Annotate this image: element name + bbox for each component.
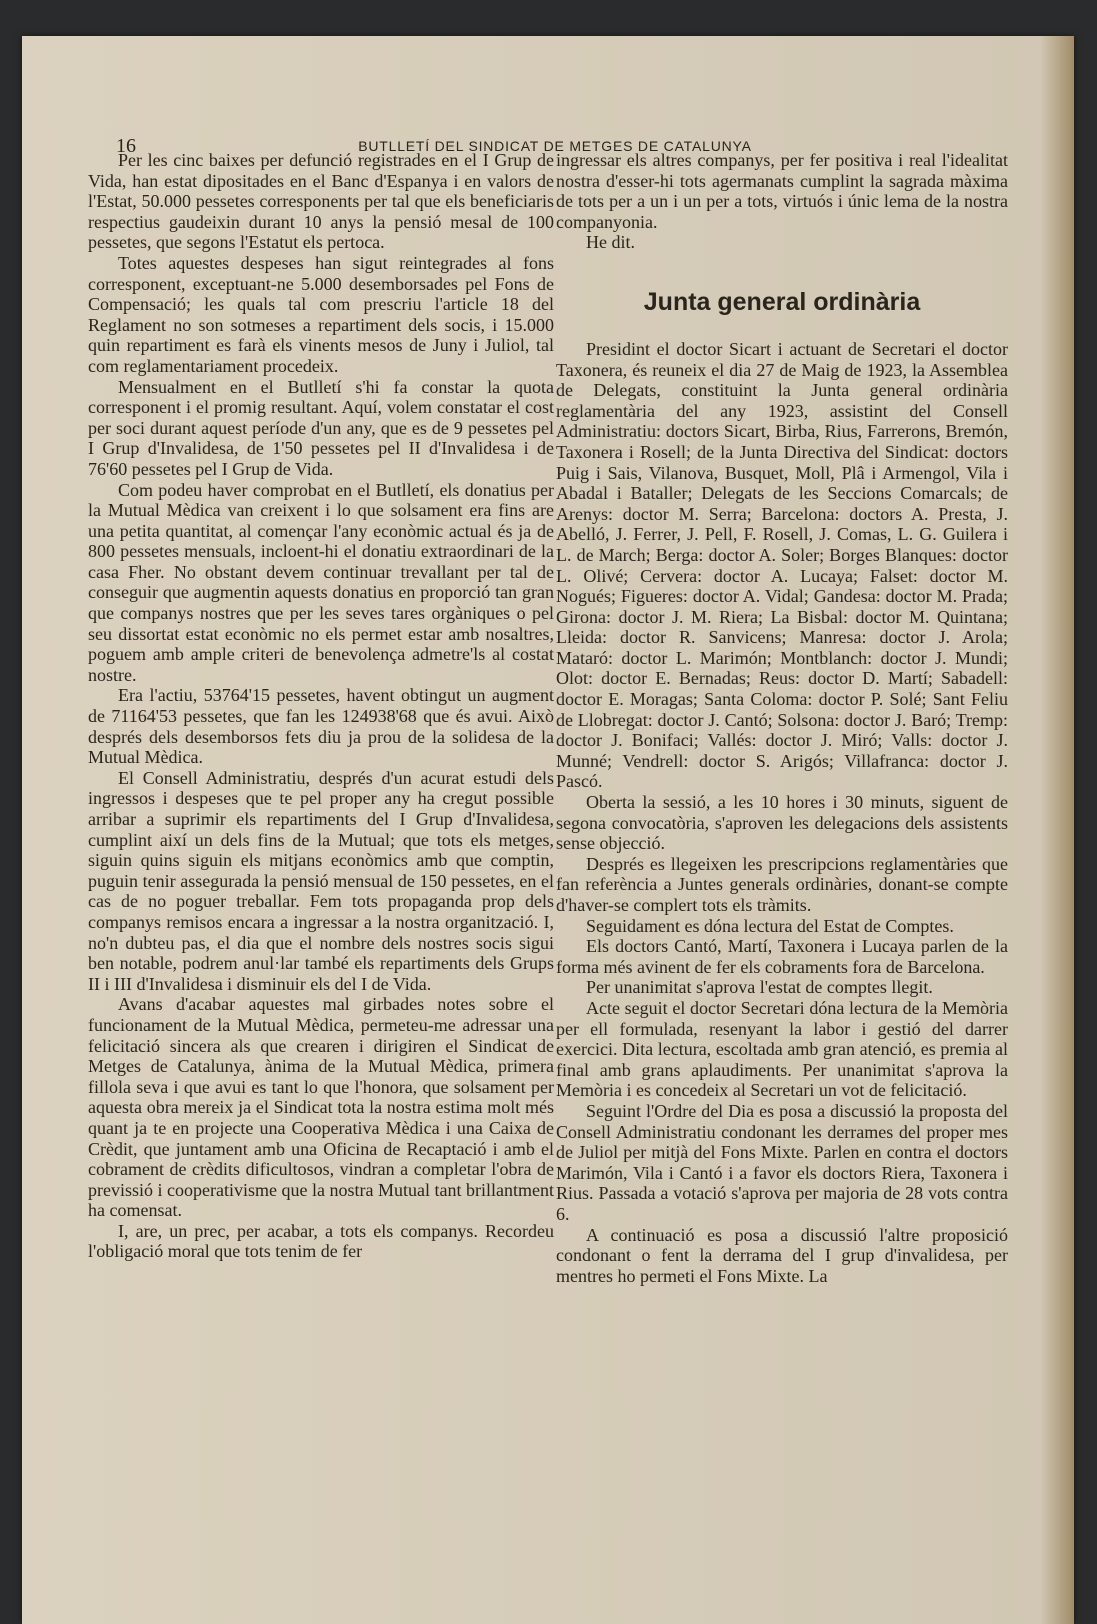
paragraph: El Consell Administratiu, després d'un acurat estudi dels ingressos i despeses que te pel proper any ha cregut possible arribar a suprimir els repartiments del I Grup d'Invalidesa, cumplint així un dels fins de la Mutual; que tots els metges, siguin quins siguin els mitjans econòmics amb que comptin, puguin tenir assegurada la pensió mensual de 150 pessetes, en el cas de no poguer treballar. Fem tots propaganda prop dels companys remisos encara a ingressar a la nostra organització. I, no'n dubteu pas, el dia que el nombre dels nostres socis sigui ben notable, podrem anul·lar també els repartiments dels Grups II i III d'Invalidesa i disminuir els del I de Vida. xyxy=(88,767,554,994)
paragraph: He dit. xyxy=(586,232,635,253)
paragraph: Per unanimitat s'aprova l'estat de comptes llegit. xyxy=(586,977,933,998)
paragraph: ingressar els altres companys, per fer positiva i real l'idealitat nostra d'esser-hi tots agermanats cumplint la sagrada màxima de tots per a un i un per a tots, virtuós i únic lema de la nostra companyonia. xyxy=(556,150,1008,232)
page-number: 16 xyxy=(116,135,136,157)
paragraph: A continuació es posa a discussió l'altre proposició condonant o fent la derrama del I grup d'invalidesa, per mentres ho permeti el Fons Mixte. La xyxy=(556,1224,1008,1286)
paragraph: Avans d'acabar aquestes mal girbades notes sobre el funcionament de la Mutual Mèdica, permeteu-me adressar una felicitació sincera als que crearen i dirigiren el Sindicat de Metges de Catalunya, ànima de la Mutual Mèdica, primera fillola seva i que avui es tant lo que l'honora, que solsament per aquesta obra mereix ja el Sindicat tota la nostra estima molt més quant ja te en projecte una Cooperativa Mèdica i una Caixa de Crèdit, que juntament amb una Oficina de Recaptació i amb el cobrament de crèdits dificultosos, vindran a completar l'obra de previssió i cooperativisme que la nostra Mutual tant brillantment ha comensat. xyxy=(88,994,554,1221)
paragraph: Totes aquestes despeses han sigut reintegrades al fons corresponent, exceptuant-ne 5.000 desemborsades pel Fons de Compensació; les quals tal com prescriu l'article 18 del Reglament no son sotmeses a repartiment dels socis, i 15.000 quin repartiment es farà els vinents mesos de Juny i Juliol, tal com reglamentariament procedeix. xyxy=(88,252,554,376)
paragraph: Els doctors Cantó, Martí, Taxonera i Lucaya parlen de la forma més avinent de fer els cobraments fora de Barcelona. xyxy=(556,936,1008,977)
paragraph: Seguidament es dóna lectura del Estat de Comptes. xyxy=(586,915,954,936)
paragraph: Acte seguit el doctor Secretari dóna lectura de la Memòria per ell formulada, resenyant la labor i gestió del darrer exercici. Dita lectura, escoltada amb gran atenció, es premia al final amb grans aplaudiments. Per unanimitat s'aprova la Memòria i es concedeix al Secretari un vot de felicitació. xyxy=(556,997,1008,1101)
paragraph: Oberta la sessió, a les 10 hores i 30 minuts, siguent de segona convocatòria, s'aproven les delegacions dels assistents sense objecció. xyxy=(556,792,1008,854)
right-column xyxy=(556,150,1008,1286)
paragraph: Era l'actiu, 53764'15 pessetes, havent obtingut un augment de 71164'53 pessetes, que fan les 124938'68 que és avui. Això després dels desemborsos fets diu ja prou de la solidesa de la Mutual Mèdica. xyxy=(88,685,554,768)
left-column xyxy=(88,150,554,1262)
page-spine-shadow xyxy=(1040,36,1074,1624)
paragraph: Seguint l'Ordre del Dia es posa a discussió la proposta del Consell Administratiu condonant les derrames del proper mes de Juliol per mitjà del Fons Mixte. Parlen en contra el doctors Marimón, Vila i Cantó i a favor els doctors Riera, Taxonera i Rius. Passada a votació s'aprova per majoria de 28 vots contra 6. xyxy=(556,1100,1008,1224)
running-title: BUTLLETÍ DEL SINDICAT DE METGES DE CATALUNYA xyxy=(358,138,752,154)
paragraph: Mensualment en el Butlletí s'hi fa constar la quota corresponent i el promig resultant. Aquí, volem constatar el cost per soci durant aquest període d'un any, que es de 9 pessetes pel I Grup d'Invalidesa, de 1'50 pessetes pel II d'Invalidesa i de 76'60 pessetes pel I Grup de Vida. xyxy=(88,376,554,479)
paragraph: Després es llegeixen les prescripcions reglamentàries que fan referència a Juntes generals ordinàries, donant-se compte d'haver-se complert tots els tràmits. xyxy=(556,853,1008,915)
paragraph: Per les cinc baixes per defunció registrades en el I Grup de Vida, han estat dipositades en el Banc d'Espanya i en valors de l'Estat, 50.000 pessetes corresponents per tal que els beneficiaris respectius gaudeixin durant 10 anys la pensió mesal de 100 pessetes, que segons l'Estatut els pertoca. xyxy=(88,150,554,253)
paragraph: Com podeu haver comprobat en el Butlletí, els donatius per la Mutual Mèdica van creixent i lo que solsament era fins are una petita quantitat, al començar l'any econòmic actual és ja de 800 pessetes mensuals, incloent-hi el donatiu extraordinari de la casa Fher. No obstant devem continuar trevallant per tal de conseguir que augmentin aquests donatius en proporció tan gran que companys nostres que per les seves tares orgàniques o pel seu dissortat estat econòmic no els permet estar amb nosaltres, poguem amb ample criteri de benevolença admetre'ls al costat nostre. xyxy=(88,479,554,685)
section-heading: Junta general ordinària xyxy=(643,287,921,316)
paragraph: I, are, un prec, per acabar, a tots els companys. Recordeu l'obligació moral que tots tenim de fer xyxy=(88,1220,554,1262)
paragraph: Presidint el doctor Sicart i actuant de Secretari el doctor Taxonera, és reuneix el dia 27 de Maig de 1923, la Assemblea de Delegats, constituint la Junta general ordinària reglamentària del any 1923, assistint del Consell Administratiu: doctors Sicart, Birba, Rius, Farrerons, Bremón, Taxonera i Rosell; de la Junta Directiva del Sindicat: doctors Puig i Sais, Vilanova, Busquet, Moll, Plâ i Armengol, Vila i Abadal i Bataller; Delegats de les Seccions Comarcals; de Arenys: doctor M. Serra; Barcelona: doctors A. Presta, J. Abelló, J. Ferrer, J. Pell, F. Rosell, J. Comas, L. G. Guilera i L. de March; Berga: doctor A. Soler; Borges Blanques: doctor L. Olivé; Cervera: doctor A. Lucaya; Falset: doctor M. Nogués; Figueres: doctor A. Vidal; Gandesa: doctor M. Prada; Girona: doctor J. M. Riera; La Bisbal: doctor M. Quintana; Lleida: doctor R. Sanvicens; Manresa: doctor J. Arola; Mataró: doctor L. Marimón; Montblanch: doctor J. Mundi; Olot: doctor E. Bernadas; Reus: doctor D. Martí; Sabadell: doctor E. Moragas; Santa Coloma: doctor P. Solé; Sant Feliu de Llobregat: doctor J. Cantó; Solsona: doctor J. Baró; Tremp: doctor J. Bonifaci; Vallés: doctor J. Miró; Valls: doctor J. Munné; Vendrell: doctor S. Arigós; Villafranca: doctor J. Pascó. xyxy=(556,338,1008,792)
